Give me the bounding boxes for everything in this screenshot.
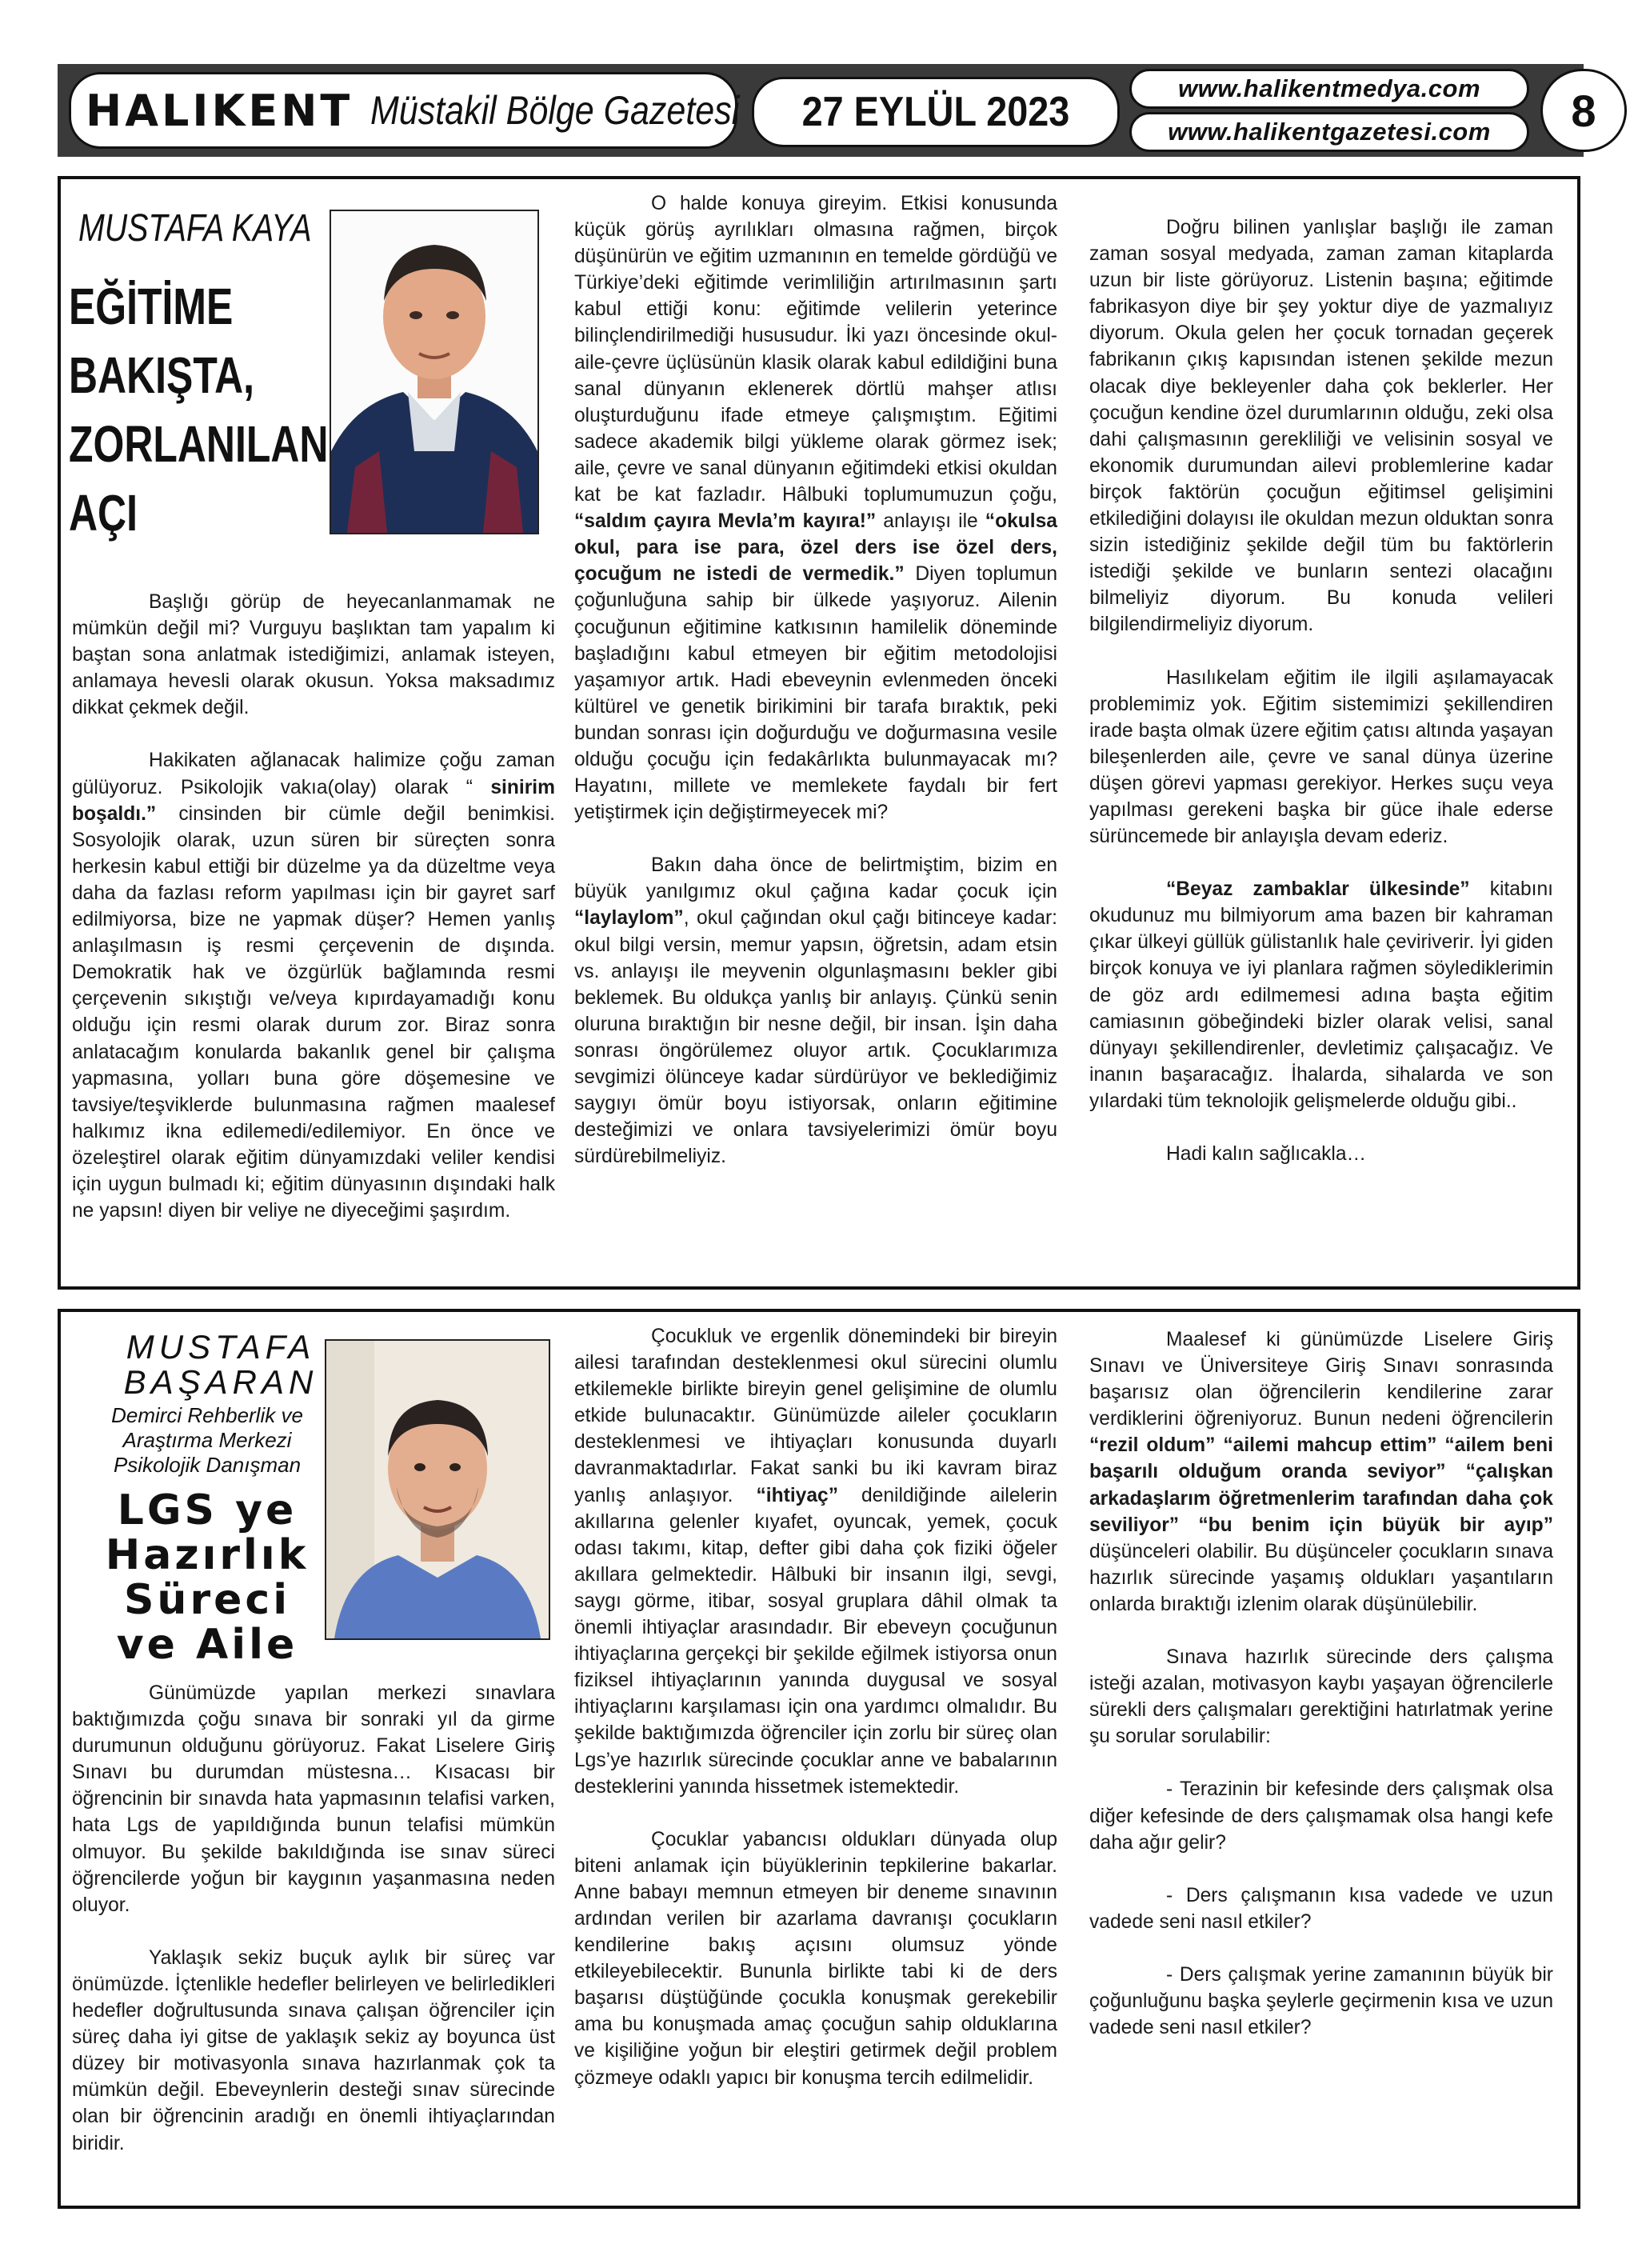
article-title-line: ve Aile (116, 1621, 298, 1669)
website-link-1-text[interactable]: www.halikentmedya.com (1177, 74, 1481, 102)
paragraph: Hakikaten ağlanacak halimize çoğu zaman gülüyoruz. Psikolojik vakıa(olay) olarak “ sinirim boşaldı.” cinsinden bir cümle değil benimkisi. Sosyolojik olarak, uzun süren bir süreçten sonra herkesin kabul ettiği bir düzelme ya da düzeltme veya daha da fazlası reform yapılması için bir gayret sarf edilmiyorsa, bize ne yapmak düşer? Hemen yanlış anlaşılmasın iş resmi çerçevenin de dışında. Demokratik hak ve özgürlük bağlamında resmi çerçevenin sıkıştığı ve/veya kıpırdayamadığı konu olduğu için resmi olarak durum zor. Biraz sonra anlatacağım konularda bakanlık genel bir çalışma yapmasına, yolları buna göre döşemesine ve tavsiye/teşviklerde bulunmasına rağmen maalesef halkımız ikna edilemedi/edilemiyor. En önce ve özeleştirel olarak eğitim dünyamızdaki veliler kendisi için uygun bulmadı ki; eğitim dünyasının dışındaki halk ne yapsın! diyen bir veliye ne diyeceğimi şaşırdım. (72, 750, 555, 1222)
article-title-line: Hazırlık (105, 1531, 310, 1579)
paragraph: Bakın daha önce de belirtmiştim, bizim en büyük yanılgımız okul çağına kadar çocuk için “laylaylom”, okul çağından okul çağı bitinceye kadar: okul bilgi versin, memur yapsın, öğretsin, adam etsin vs. anlayışı ile meyvenin olgunlaşmasını bekler gibi beklemek. Bu oldukça yanlış bir anlayış. Çünkü senin oluruna bıraktığın bir nesne değil, bir insan. İşin daha sonrası öngörülemez oluyor artık. Çocuklarımıza sevgimizi ölünceye kadar sürdürüyor ve beklediğimiz saygıyı ömür boyu istiyorsak, onların eğitimine desteğimizi ve onlara tavsiyelerimizi ömür boyu sürdürebilmeliyiz. (574, 854, 1057, 1168)
issue-date (752, 77, 1120, 147)
page-number (1540, 69, 1627, 152)
emphasis-text: “Beyaz zambaklar ülkesinde” (1166, 878, 1470, 901)
author-name-line: MUSTAFA (126, 1328, 316, 1366)
emphasis-text: “rezil oldum” “ailemi mahcup ettim” “ailem beni başarılı olduğum oranda seviyor” “çalışkan arkadaşlarım öğretmenlerim tarafından daha çok seviliyor” “bu benim için büyük bir ayıp” (1089, 1434, 1553, 1536)
paragraph: Sınava hazırlık sürecinde ders çalışma isteği azalan, motivasyon kaybı yaşayan öğrencilerle sürekli ders çalışmaları gerektiğini hatırlatmak yerine şu sorular sorulabilir: (1089, 1646, 1553, 1748)
article-column-basaran (58, 1309, 1580, 2209)
paragraph: Çocukluk ve ergenlik dönemindeki bir bireyin ailesi tarafından desteklenmesi okul sürecini olumlu etkilemekle birlikte bireyin genel gelişimine de olumlu etkide bulunacaktır. Günümüzde aileler çocukların desteklenmesi ve ihtiyaçları konusunda duyarlı davranmaktadırlar. Fakat sanki bu iki kavram biraz yanlış anlaşıyor. “ihtiyaç” denildiğinde ailelerin akıllarına gelenler kıyafet, oyuncak, yemek, çocuk odası takımı, kitap, defter gibi daha çok fiziki öğeler akıllara gelmektedir. Hâlbuki bir insanın ilgi, sevgi, saygı görme, itibar, sosyal gruplara dâhil olmak ta önemli ihtiyaçlar arasındadır. Bir ebeveyn çocuğunun ihtiyaçlarına gerçekçi bir şekilde eğilmek istiyorsa onun fiziksel ihtiyaçlarının yanında duygusal ve sosyal ihtiyaçlarını karşılaması için ona yardımcı olmalıdır. Bu şekilde baktığımızda öğrenciler için zorlu bir süreç olan Lgs’ye hazırlık sürecinde çocuklar anne ve babalarının desteklerini yanında hissetmek istemektedir. (574, 1326, 1057, 1798)
author-role-line: Demirci Rehberlik ve (111, 1403, 303, 1427)
author-role-line: Psikolojik Danışman (113, 1453, 302, 1477)
emphasis-text: “ihtiyaç” (756, 1484, 838, 1506)
paragraph: Yaklaşık sekiz buçuk aylık bir süreç var önümüzde. İçtenlikle hedefler belirleyen ve belirledikleri hedefler doğrultusunda sınava çalışan öğrenciler için süreç daha iyi gitse de yaklaşık sekiz ay boyunca üst düzey bir motivasyonla sınava hazırlanmak çok ta mümkün değil. Ebeveynlerin desteği sınav sürecinde olan bir öğrencinin aradığı en önemli ihtiyaçlarından biridir. (72, 1946, 555, 2154)
page-number-text: 8 (1571, 85, 1596, 136)
newspaper-subtitle: Müstakil Bölge Gazetesi (370, 88, 740, 133)
emphasis-text: “laylaylom” (574, 907, 684, 930)
paragraph: Başlığı görüp de heyecanlanmamak ne mümkün değil mi? Vurguyu başlıktan tam yapalım ki baştan sona anlatmak istediğimizi, anlamak isteyen, anlamaya hevesli olarak okusun. Yoksa maksadımız dikkat çekmek değil. (72, 591, 555, 719)
author-portrait-icon (325, 1339, 550, 1640)
article-column-2 (574, 1323, 1057, 2118)
newspaper-name: HALIKENT (86, 85, 354, 136)
article-title-line: Süreci (123, 1576, 291, 1624)
article-column-2 (574, 190, 1057, 1196)
closing-line: Hadi kalın sağlıcakla… (1166, 1143, 1367, 1165)
author-role (67, 1403, 347, 1478)
article-column-kaya (58, 176, 1580, 1290)
issue-date-text: 27 EYLÜL 2023 (801, 89, 1070, 135)
paragraph: O halde konuya gireyim. Etkisi konusunda küçük görüş ayrılıkları olmasına rağmen, birçok düşünürün ve eğitim uzmanının en temelde gördüğü ve Türkiye’deki eğitimde verimliliğin artırılmasının şartı kabul ettiği konu: eğitimde velilerin yeterince bilinçlendirilmediği hususudur. İki yazı öncesinde okul-aile-çevre üçlüsünün klasik olarak kabul edildiğini buna sanal dünyanın eklenerek dörtlü mahşer atlısı oluşturduğunu ifade etmeye çalışmıştım. Eğitimi sadece akademik bilgi yükleme olarak görmez isek; aile, çevre ve sanal dünyanın eğitimdeki etkisi okuldan kat be kat fazladır. Hâlbuki toplumumuzun çoğu, “saldım çayıra Mevla’m kayıra!” anlayışı ile “okulsa okul, para ise para, özel ders ise özel ders, çocuğum ne istedi de vermedik.” Diyen toplumun çoğunluğuna sahip bir ülkede yaşıyoruz. Ailenin çocuğunun eğitimine katkısının hamilelik döneminde başladığını kabul etmeyen bir eğitim metodolojisi yaşamıyor artık. Hadi ebeveynin evlenmeden önceki kültürel ve genetik birikimini bir tarafa bıraktık, peki bundan sonrası için doğurduğu ve doğurmasına vesile olduğu çocuğu için fedakârlıkta bulunmayacak mı? Hayatını, millete ve memlekete faydalı bir fert yetiştirmek için değiştirmeyecek mi? (574, 193, 1058, 824)
article-author (77, 1330, 365, 1400)
emphasis-text: “saldım çayıra Mevla’m kayıra!” (574, 510, 877, 533)
article-title-line: ZORLANILAN (69, 415, 329, 473)
portrait-illustration (326, 1341, 549, 1638)
question-item: - Ders çalışmak yerine zamanının büyük bir çoğunluğunu başka şeylerle geçirmenin kısa ve uzun vadede seni nasıl etkiler? (1089, 1963, 1553, 2039)
article-column-1 (72, 1680, 555, 2183)
article-column-1 (72, 589, 555, 1250)
article-title-line: LGS ye (117, 1486, 298, 1534)
portrait-illustration (331, 211, 537, 533)
paragraph: Günümüzde yapılan merkezi sınavlara baktığımızda çoğu sınava bir sonraki yıl da girme durumunun olduğunu görüyoruz. Fakat Liselere Giriş Sınavı bu durumdan müstesna… Kısacası bir öğrencinin bir sınavda hata yapmasının telafisi varken, hata Lgs de yapıldığında bunun telafisi mümkün olmuyor. Bu şekilde bakıldığında ise sınav süreci öğrencilerde yoğun bir kaygının yaşanmasına neden oluyor. (72, 1682, 555, 1916)
article-title (67, 1488, 347, 1667)
article-title-line: BAKIŞTA, (69, 346, 255, 404)
question-item: - Terazinin bir kefesinde ders çalışmak olsa diğer kefesinde de ders çalışmamak olsa hangi kefe daha ağır gelir? (1089, 1778, 1553, 1854)
article-title-line: EĞİTİME (69, 278, 234, 335)
website-link-2[interactable] (1129, 112, 1529, 152)
author-role-line: Araştırma Merkezi (122, 1428, 292, 1452)
article-title-line: AÇI (69, 484, 138, 542)
emphasis-text: “okulsa okul, para ise para, özel ders ise özel ders, çocuğum ne istedi de vermedik.” (574, 510, 1057, 586)
article-title (69, 272, 357, 547)
masthead (58, 64, 1596, 157)
website-link-1[interactable] (1129, 69, 1529, 109)
article-author: MUSTAFA KAYA (78, 207, 312, 250)
emphasis-text: sinirim boşaldı.” (72, 776, 555, 825)
paragraph: Hasılıkelam eğitim ile ilgili aşılamayacak problemimiz yok. Eğitim sistemimizi şekillendiren irade başta olmak üzere eğitim çatısı altında yaşayan bileşenlerden aile, çevre ve sanal dünya üzerine düşen görevi yapması gerekiyor. Herkes suçu veya yapılması gerekeni başka bir güce ihale ederse sürüncemede bir anlayışla devam ederiz. (1089, 666, 1553, 848)
paragraph: Çocuklar yabancısı oldukları dünyada olup biteni anlamak için büyüklerinin tepkilerine bakarlar. Anne babayı memnun etmeyen bir deneme sınavının ardından verilen bir azarlama davranışı çocukların kendilerine bakış açısını olumsuz yönde etkileyebilecektir. Bununla birlikte tabi ki de ders başarısı düştüğünde çocukla konuşmak gerekebilir ama bu konuşmada amaç çocuğun sahip olduklarına ve kişiliğine yoğun bir eleştiri getirmek değil problem çözmeye odaklı yapıcı bir konuşma tercih edilmelidir. (574, 1828, 1057, 2089)
author-name-line: BAŞARAN (123, 1363, 318, 1401)
paragraph: “Beyaz zambaklar ülkesinde” kitabını okudunuz mu bilmiyorum ama bazen bir kahraman çıkar ülkeyi güllük gülistanlık hale çeviriverir. İyi giden birçok konuya ve iyi planlara rağmen söylediklerimin de göz ardı edilmemesi adına başta eğitim camiasının göbeğindeki bizler olarak velisi, sanal dünyayı şekillendirenler, devletimiz çalışacağız. Ve inanın başaracağız. İhalarda, sihalarda ve son yılardaki tüm teknolojik gelişmelerde olduğu gibi.. (1089, 878, 1553, 1112)
paragraph: Doğru bilinen yanlışlar başlığı ile zaman zaman sosyal medyada, zaman zaman kitaplarda uzun bir liste görüyoruz. Listenin başına; eğitimde fabrikasyon diye bir şey yoktur diye de yazmalıyız diyorum. Okula gelen her çocuk tornadan geçerek fabrikanın çıkış kapısından istenen şekilde mezun olacak diye bekleyenler daha çok beklerler. Her çocuğun kendine özel durumlarının olduğu, zeki olsa dahi çalışmasının gerekliliği ve velisinin sosyal ve ekonomik durumundan ailevi problemlerine kadar birçok faktörün çocuğun eğitimsel gelişimini etkilediğini dolayısı ile okuldan mezun olduktan sonra sizin istediğiniz şekilde değil tüm bu faktörlerin istediği şekilde ve bunların sentezi olacağını bilmeliyiz diyorum. Bu konuda velileri bilgilendirmeliyiz diyorum. (1089, 217, 1553, 636)
brand-block (69, 72, 740, 149)
paragraph: Maalesef ki günümüzde Liselere Giriş Sınavı ve Üniversiteye Giriş Sınavı sonrasında başarısız olan öğrencilerin kendilerine zarar verdiklerini öğreniyoruz. Bunun nedeni öğrencilerin “rezil oldum” “ailemi mahcup ettim” “ailem beni başarılı olduğum oranda seviyor” “çalışkan arkadaşlarım öğretmenlerim tarafından daha çok seviliyor” “bu benim için büyük bir ayıp” düşünceleri olabilir. Bu düşünceler çocukların sınava hazırlık sürecinde yaşamış oldukları yaşantıların onlarda bıraktığı izlenim olarak düşünülebilir. (1089, 1329, 1553, 1615)
author-portrait-icon (330, 210, 539, 534)
website-link-2-text[interactable]: www.halikentgazetesi.com (1168, 118, 1491, 146)
article-column-3 (1089, 1326, 1553, 2067)
question-item: - Ders çalışmanın kısa vadede ve uzun vadede seni nasıl etkiler? (1089, 1884, 1553, 1933)
article-column-3 (1089, 214, 1553, 1194)
